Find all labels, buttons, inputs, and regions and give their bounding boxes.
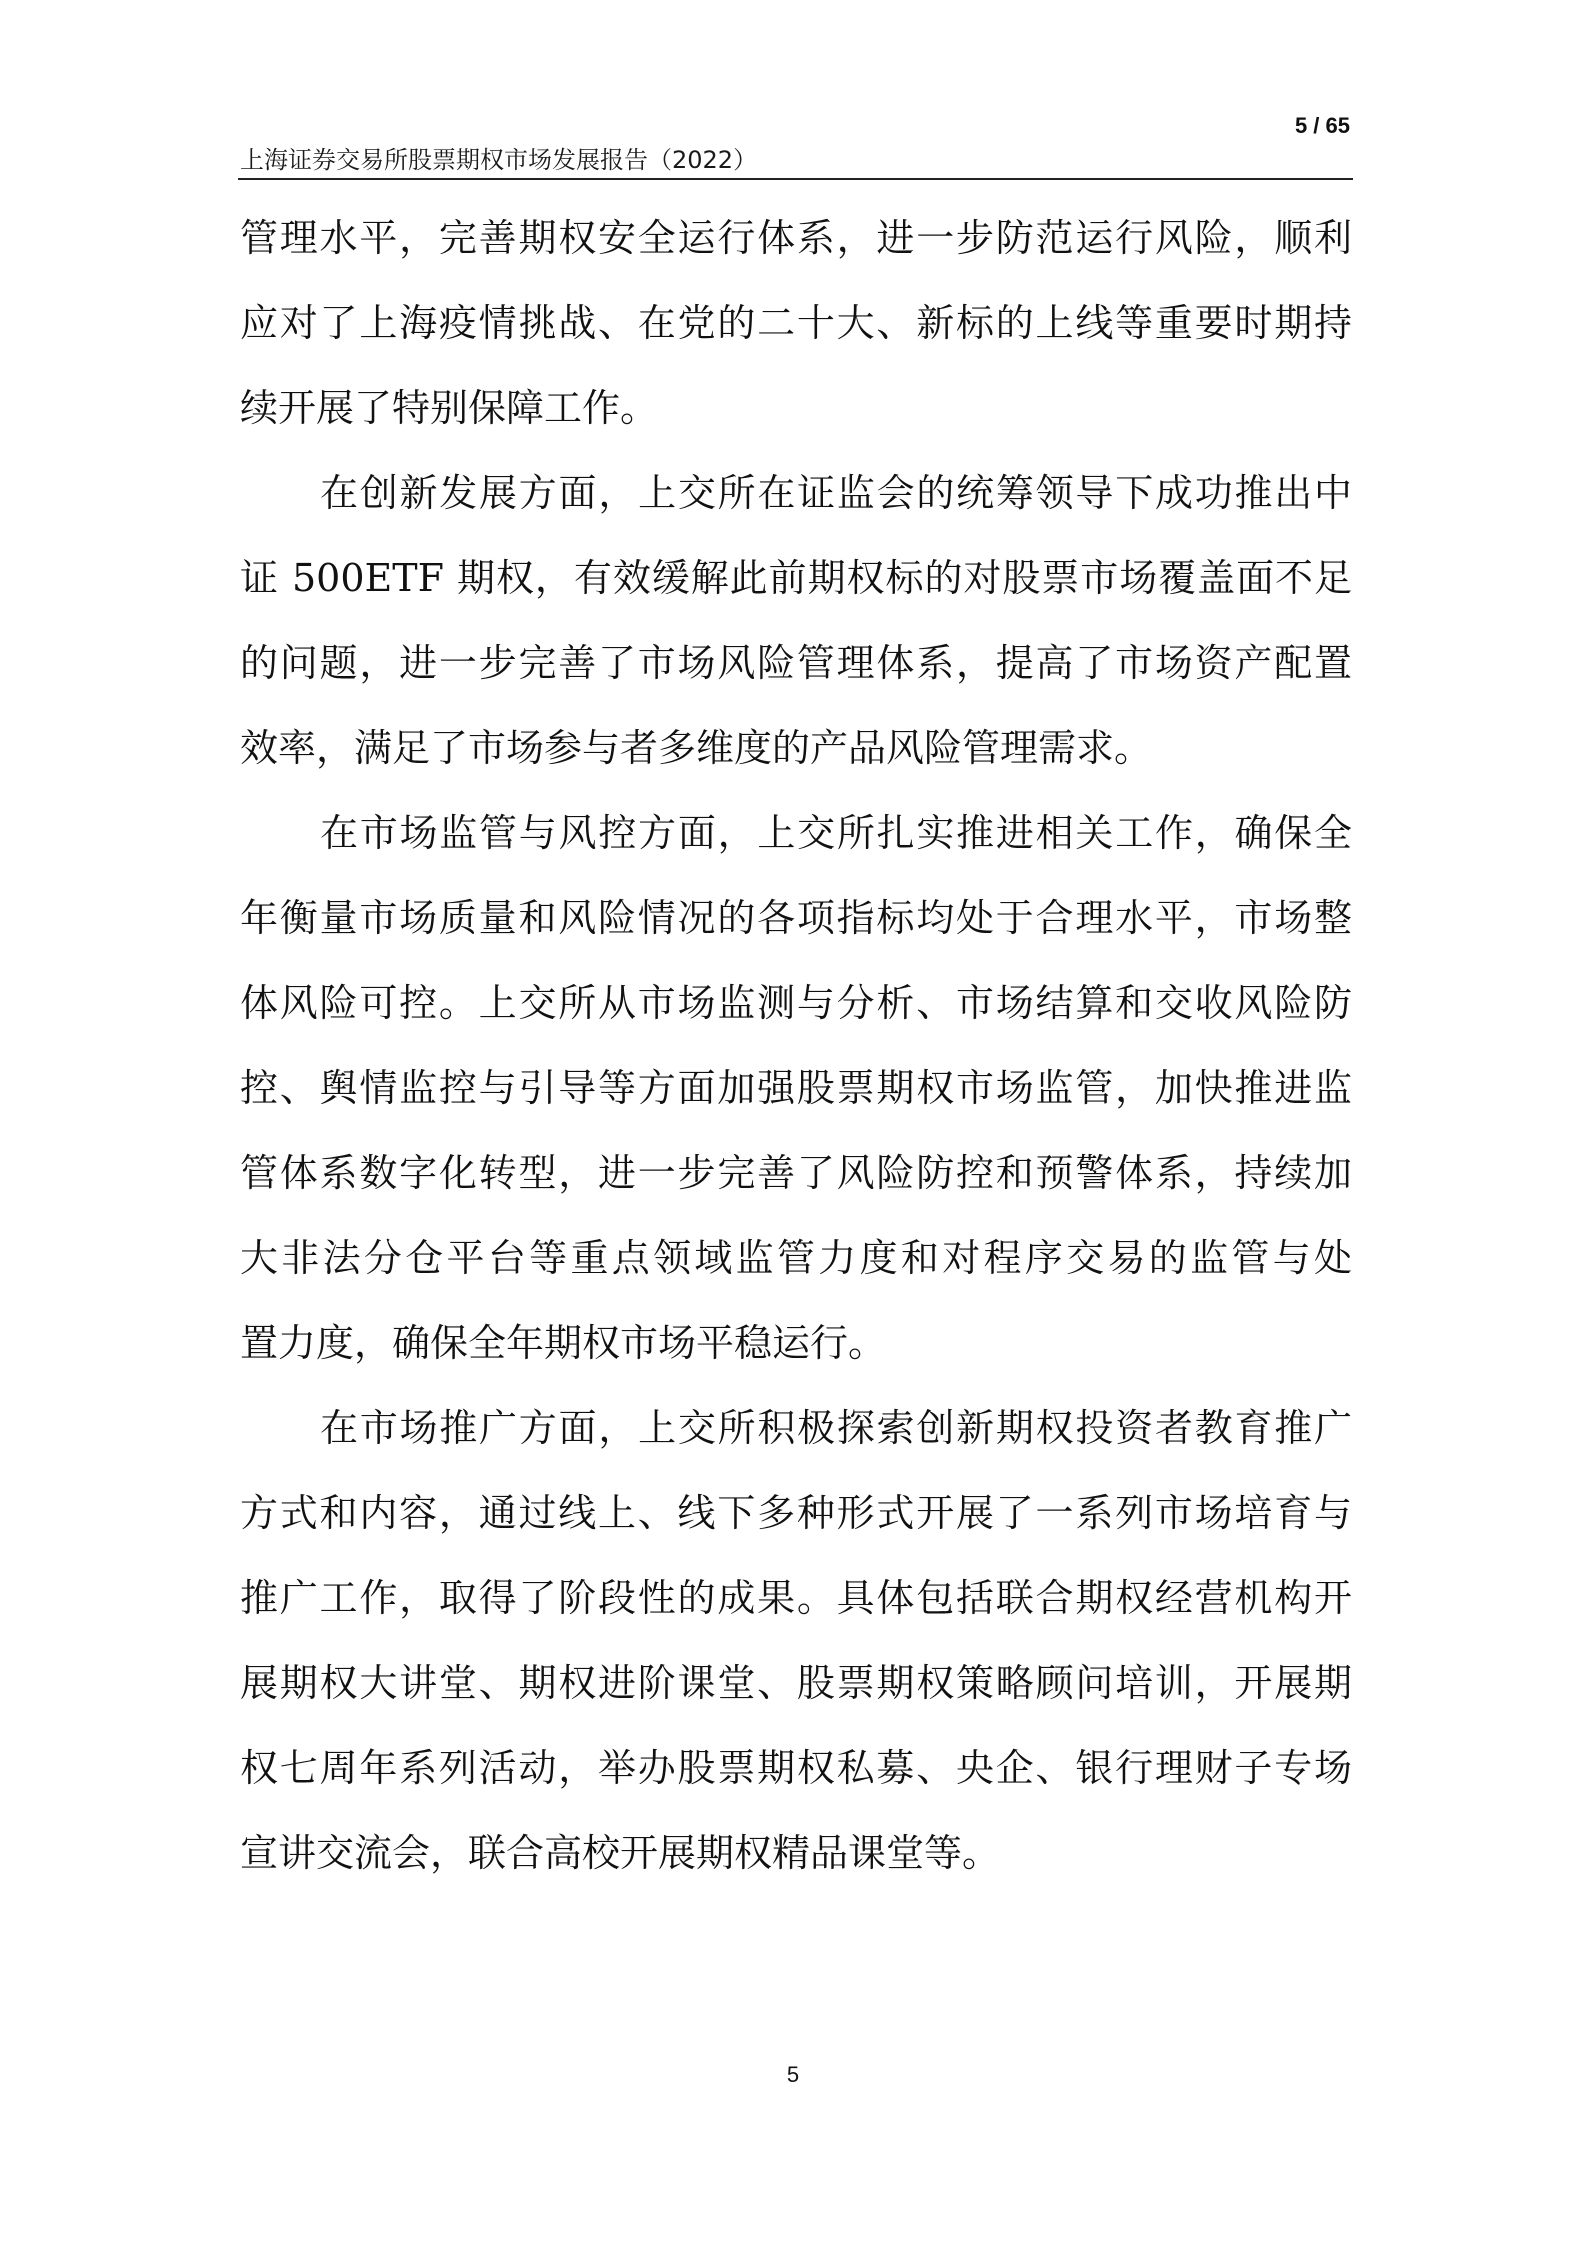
header-page-indicator: 5 / 65 [1294,113,1350,138]
text-line: 在市场推广方面，上交所积极探索创新期权投资者教育推广 [320,1406,1352,1450]
text-line: 效率，满足了市场参与者多维度的产品风险管理需求。 [240,726,1153,770]
text-line: 方式和内容，通过线上、线下多种形式开展了一系列市场培育与 [240,1491,1352,1535]
paragraph-innovation [240,451,1352,791]
text-line: 证 500ETF 期权，有效缓解此前期权标的对股票市场覆盖面不足 [240,556,1352,600]
header-report-title: 上海证券交易所股票期权市场发展报告（2022） [240,146,758,174]
text-line: 宣讲交流会，联合高校开展期权精品课堂等。 [240,1831,1001,1875]
text-line: 置力度，确保全年期权市场平稳运行。 [240,1321,887,1365]
text-line: 应对了上海疫情挑战、在党的二十大、新标的上线等重要时期持 [240,301,1352,345]
text-line: 管理水平，完善期权安全运行体系，进一步防范运行风险，顺利 [240,216,1352,260]
text-line: 在市场监管与风控方面，上交所扎实推进相关工作，确保全 [320,811,1352,855]
text-line: 在创新发展方面，上交所在证监会的统筹领导下成功推出中 [320,471,1352,515]
header-divider [238,178,1353,180]
text-line: 权七周年系列活动，举办股票期权私募、央企、银行理财子专场 [240,1746,1352,1790]
text-line: 控、舆情监控与引导等方面加强股票期权市场监管，加快推进监 [240,1066,1352,1110]
paragraph-supervision [240,791,1352,1386]
text-line: 展期权大讲堂、期权进阶课堂、股票期权策略顾问培训，开展期 [240,1661,1352,1705]
text-line: 管体系数字化转型，进一步完善了风险防控和预警体系，持续加 [240,1151,1352,1195]
paragraph-market-promotion [240,1386,1352,1896]
text-line: 推广工作，取得了阶段性的成果。具体包括联合期权经营机构开 [240,1576,1352,1620]
text-line: 体风险可控。上交所从市场监测与分析、市场结算和交收风险防 [240,981,1352,1025]
text-line: 的问题，进一步完善了市场风险管理体系，提高了市场资产配置 [240,641,1352,685]
paragraph-risk-management [240,196,1352,451]
text-line: 年衡量市场质量和风险情况的各项指标均处于合理水平，市场整 [240,896,1352,940]
document-body [240,196,1352,1896]
text-line: 续开展了特别保障工作。 [240,386,659,430]
footer-page-number: 5 [786,2062,800,2087]
text-line: 大非法分仓平台等重点领域监管力度和对程序交易的监管与处 [240,1236,1352,1280]
